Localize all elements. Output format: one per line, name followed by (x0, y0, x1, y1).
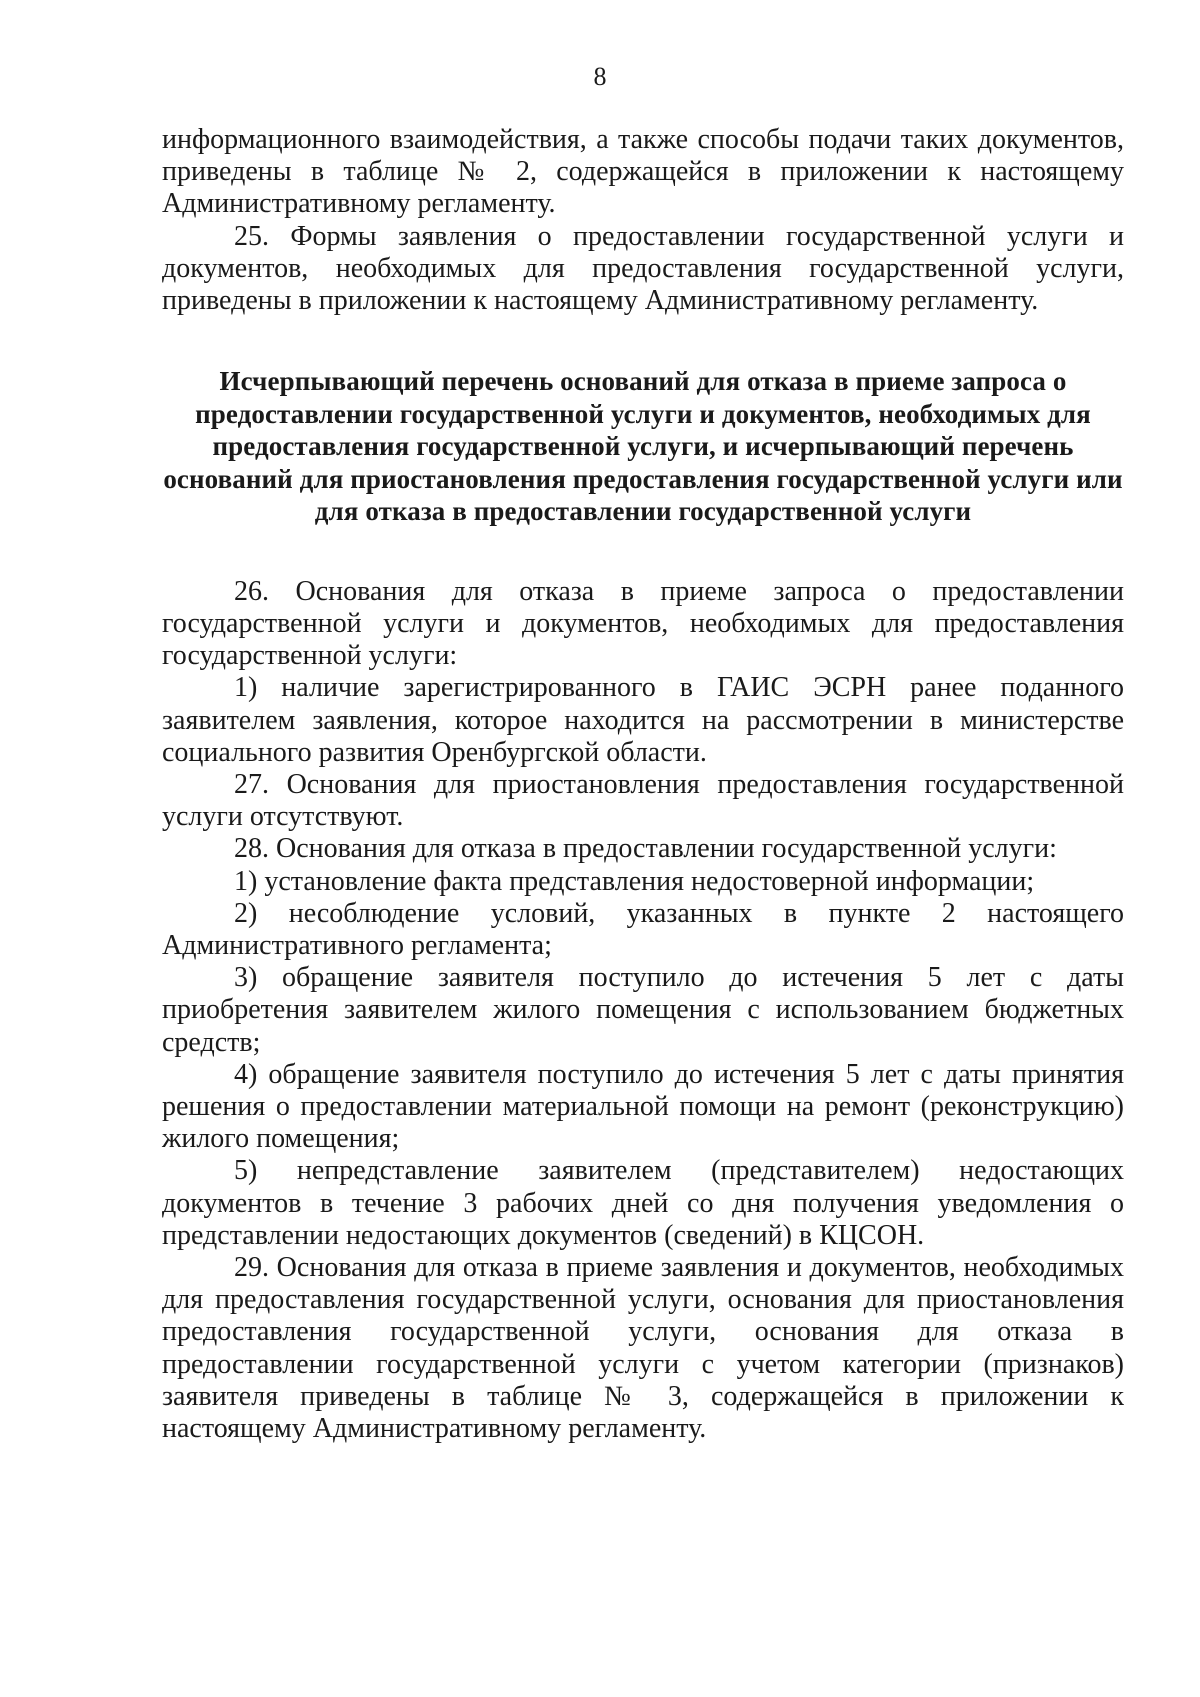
document-body (162, 124, 1124, 1445)
paragraph-continuation: информационного взаимодействия, а также способы подачи таких документов, приведены в таблице № 2, содержащейся в приложении к настоящему Административному регламенту. (162, 124, 1124, 220)
paragraph-26-item-1: 1) наличие зарегистрированного в ГАИС ЭСРН ранее поданного заявителем заявления, которое находится на рассмотрении в министерстве социального развития Оренбургской области. (162, 672, 1124, 768)
paragraph-28-item-1: 1) установление факта представления недостоверной информации; (234, 865, 1035, 897)
section-spacer (162, 528, 1124, 576)
paragraph-28-item-3: 3) обращение заявителя поступило до истечения 5 лет с даты приобретения заявителем жилого помещения с использованием бюджетных средств; (162, 962, 1124, 1058)
paragraph-25: 25. Формы заявления о предоставлении государственной услуги и документов, необходимых для предоставления государственной услуги, приведены в приложении к настоящему Административному регламенту. (162, 220, 1124, 317)
paragraph-29: 29. Основания для отказа в приеме заявления и документов, необходимых для предоставления государственной услуги, основания для приостановления предоставления государственной услуги, основания для отказа в предоставлении государственной услуги с учетом категории (признаков) заявителя приведены в таблице № 3, содержащейся в приложении к настоящему Административному регламенту. (162, 1251, 1124, 1444)
paragraph-28-item-5: 5) непредставление заявителем (представителем) недостающих документов в течение 3 рабочих дней со дня получения уведомления о представлении недостающих документов (сведений) в КЦСОН. (162, 1155, 1124, 1251)
page-number: 8 (593, 62, 607, 91)
paragraph-28-item-2: 2) несоблюдение условий, указанных в пункте 2 настоящего Административного регламента; (162, 897, 1124, 961)
paragraph-26: 26. Основания для отказа в приеме запроса о предоставлении государственной услуги и документов, необходимых для предоставления государственной услуги: (162, 575, 1124, 672)
paragraph-28-item-4: 4) обращение заявителя поступило до истечения 5 лет с даты принятия решения о предоставлении материальной помощи на ремонт (реконструкцию) жилого помещения; (162, 1058, 1124, 1155)
paragraph-28: 28. Основания для отказа в предоставлении государственной услуги: (234, 833, 1057, 865)
paragraph-27: 27. Основания для приостановления предоставления государственной услуги отсутствуют. (162, 768, 1124, 833)
section-heading: Исчерпывающий перечень оснований для отказа в приеме запроса о предоставлении государственной услуги и документов, необходимых для предоставления государственной услуги, и исчерпывающий перечень оснований для приостановления предоставления государственной услуги или для отказа в предоставлении государственной услуги (163, 366, 1123, 527)
